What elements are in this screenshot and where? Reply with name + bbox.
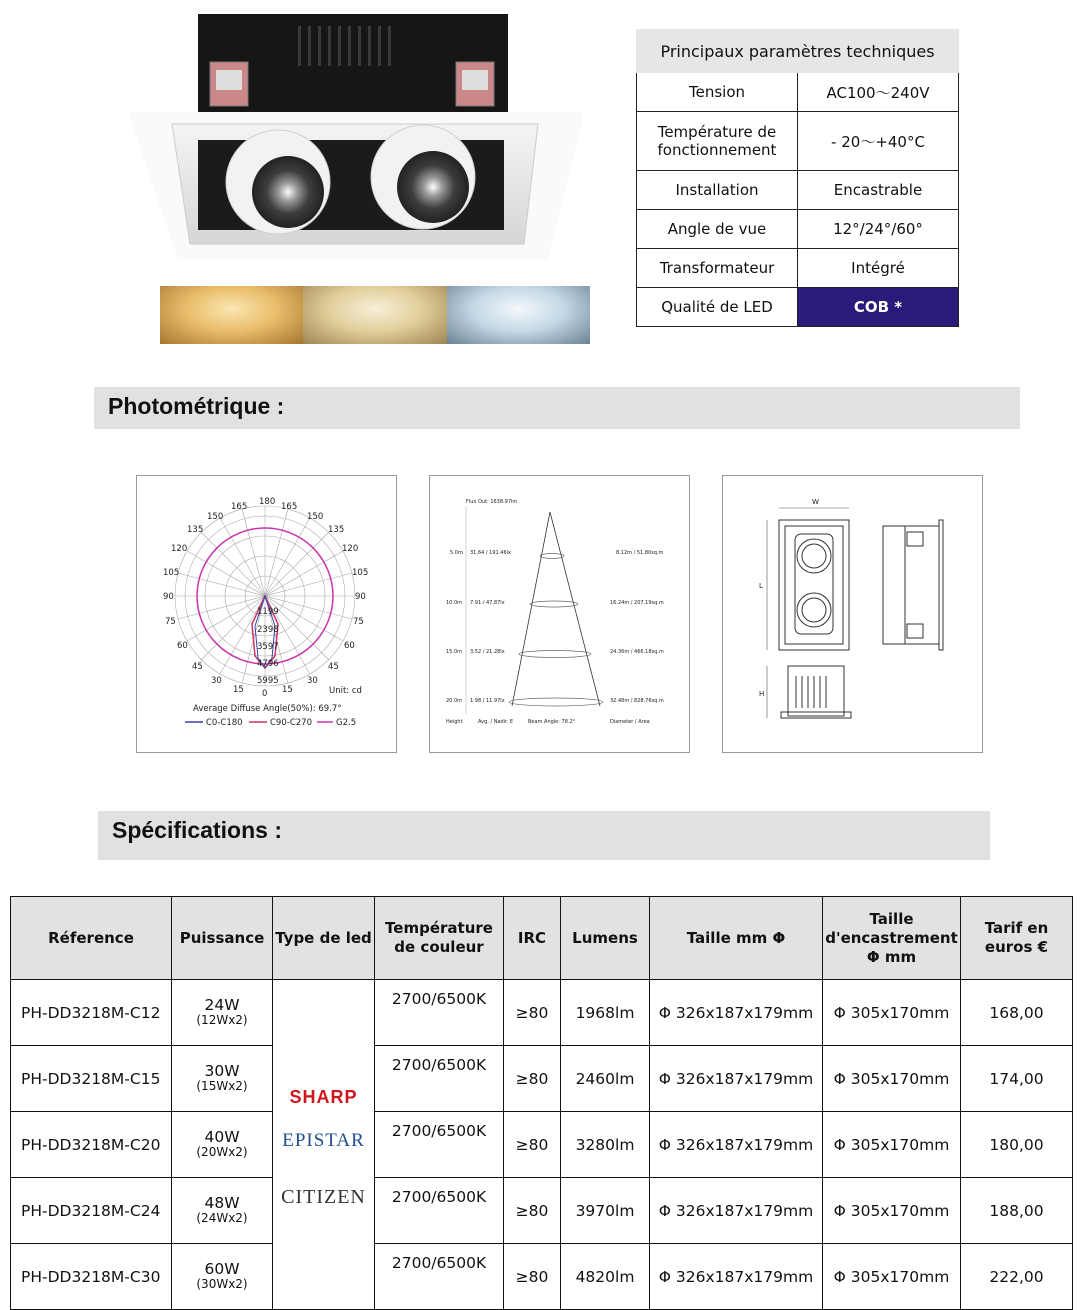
power-cell [172,1046,273,1112]
power-value: 24W [204,995,240,1014]
ref-cell: PH-DD3218M-C12 [11,980,172,1046]
cone-flux: Flux Out: 1638.97lm [466,499,518,505]
color-temp-cell: 2700/6500K [375,1244,504,1310]
color-temp-cell: 2700/6500K [375,1112,504,1178]
polar-tick: 165 [231,502,248,512]
header-cell: Type de led [273,897,375,980]
power-value: 30W [204,1061,240,1080]
dimension-drawing [723,476,982,752]
dimension-drawing-panel [722,475,983,753]
power-detail: (12Wx2) [196,1012,248,1027]
header-cell: Puissance [172,897,273,980]
polar-ring: 1199 [257,607,279,617]
cone-height: 20.0m [446,698,463,704]
polar-legend: C90-C270 [270,718,312,728]
dim-width-label: W [812,498,819,506]
price-cell: 168,00 [961,980,1073,1046]
polar-tick: 165 [281,502,298,512]
param-label: Installation [637,171,798,210]
polar-diagram-panel [136,475,397,753]
color-temperature-swatches [160,286,590,344]
cone-diam: 16.24m / 207.19sq.m [610,600,664,606]
param-value-highlight: COB * [798,288,959,327]
citizen-logo: CITIZEN [281,1185,366,1208]
illuminance-cone [430,476,689,752]
cone-diam: 24.36m / 466.18sq.m [610,649,664,655]
cutout-cell: Φ 305x170mm [823,1178,961,1244]
polar-tick: 60 [177,641,188,651]
price-cell: 174,00 [961,1046,1073,1112]
param-label: Qualité de LED [637,288,798,327]
size-cell: Φ 326x187x179mm [650,1178,823,1244]
header-cell: Température de couleur [375,897,504,980]
specifications-table [10,896,1073,1310]
polar-legend: C0-C180 [206,718,243,728]
power-cell [172,1244,273,1310]
polar-ring: 3597 [257,642,279,652]
param-value: 12°/24°/60° [798,210,959,249]
polar-tick: 45 [192,662,203,672]
product-image [128,12,584,262]
polar-ring: 2398 [257,625,279,635]
color-temp-cell: 2700/6500K [375,980,504,1046]
polar-tick: 90 [355,592,366,602]
lumens-cell: 3280lm [561,1112,650,1178]
photometric-section-bar [94,387,1020,429]
header-cell: Lumens [561,897,650,980]
lumens-cell: 2460lm [561,1046,650,1112]
power-detail: (20Wx2) [196,1144,248,1159]
ref-cell: PH-DD3218M-C20 [11,1112,172,1178]
cool-white-swatch [447,286,590,344]
technical-parameters-table [636,29,959,327]
polar-tick: 15 [233,685,244,695]
polar-tick: 150 [307,512,324,522]
power-value: 40W [204,1127,240,1146]
polar-tick: 30 [307,676,318,686]
ref-cell: PH-DD3218M-C15 [11,1046,172,1112]
polar-tick: 75 [353,617,364,627]
header-cell: Taille mm Φ [650,897,823,980]
power-cell [172,1112,273,1178]
polar-diagram [137,476,396,752]
param-label: Transformateur [637,249,798,288]
power-cell [172,980,273,1046]
power-detail: (15Wx2) [196,1078,248,1093]
header-cell: Réference [11,897,172,980]
polar-tick: 90 [163,592,174,602]
params-title: Principaux paramètres techniques [637,30,959,73]
illuminance-cone-panel [429,475,690,753]
neutral-white-swatch [303,286,446,344]
dim-height-label: H [759,690,765,698]
size-cell: Φ 326x187x179mm [650,980,823,1046]
section-title: Photométrique : [108,393,285,419]
cutout-cell: Φ 305x170mm [823,1244,961,1310]
lumens-cell: 1968lm [561,980,650,1046]
cone-lux: 1.98 / 11.97lx [470,698,505,704]
header-cell: Taille d'encastrement Φ mm [823,897,961,980]
size-cell: Φ 326x187x179mm [650,1112,823,1178]
header-cell: IRC [504,897,561,980]
color-temp-cell: 2700/6500K [375,1046,504,1112]
led-type-cell [273,980,375,1310]
irc-cell: ≥80 [504,1244,561,1310]
cone-footer: Height [446,719,463,725]
table-row [11,1046,1073,1112]
header-cell: Tarif en euros € [961,897,1073,980]
param-value: Encastrable [798,171,959,210]
polar-tick: 30 [211,676,222,686]
cone-footer: Diameter / Area [610,719,650,725]
cone-diam: 8.12m / 51.80sq.m [616,550,664,556]
polar-tick: 105 [352,568,369,578]
param-label: Tension [637,73,798,112]
price-cell: 188,00 [961,1178,1073,1244]
cone-footer: Beam Angle: 78.2° [528,719,576,725]
polar-tick: 120 [342,544,359,554]
table-row [11,1112,1073,1178]
polar-tick: 135 [328,525,345,535]
power-detail: (30Wx2) [196,1276,248,1291]
polar-tick: 60 [344,641,355,651]
section-title: Spécifications : [112,817,282,843]
polar-ring: 4796 [257,659,279,669]
cone-height: 10.0m [446,600,463,606]
polar-tick: 150 [207,512,224,522]
param-label: Température de fonctionnement [637,112,798,171]
cone-diam: 32.48m / 828.76sq.m [610,698,664,704]
power-value: 60W [204,1259,240,1278]
polar-tick: 0 [262,689,268,699]
polar-tick: 120 [171,544,188,554]
polar-tick: 75 [165,617,176,627]
polar-ring: 5995 [257,676,279,686]
table-row [11,1178,1073,1244]
irc-cell: ≥80 [504,1178,561,1244]
cone-lux: 31.64 / 191.46lx [470,550,512,556]
power-value: 48W [204,1193,240,1212]
table-row [11,980,1073,1046]
cone-lux: 7.91 / 47.87lx [470,600,505,606]
epistar-logo: EPISTAR [282,1129,365,1151]
lumens-cell: 3970lm [561,1178,650,1244]
power-detail: (24Wx2) [196,1210,248,1225]
param-value: - 20～+40°C [798,112,959,171]
ref-cell: PH-DD3218M-C30 [11,1244,172,1310]
color-temp-cell: 2700/6500K [375,1178,504,1244]
polar-unit: Unit: cd [329,686,362,696]
cutout-cell: Φ 305x170mm [823,980,961,1046]
lumens-cell: 4820lm [561,1244,650,1310]
sharp-logo: SHARP [289,1086,358,1107]
power-cell [172,1178,273,1244]
price-cell: 222,00 [961,1244,1073,1310]
polar-tick: 105 [163,568,180,578]
cutout-cell: Φ 305x170mm [823,1046,961,1112]
price-cell: 180,00 [961,1112,1073,1178]
polar-tick: 180 [259,497,276,507]
param-value: Intégré [798,249,959,288]
cone-footer: Avg. / Nadir. E [478,719,514,725]
ref-cell: PH-DD3218M-C24 [11,1178,172,1244]
polar-tick: 15 [282,685,293,695]
polar-avg: Average Diffuse Angle(50%): 69.7° [193,704,342,714]
table-row [11,1244,1073,1310]
size-cell: Φ 326x187x179mm [650,1244,823,1310]
dim-length-label: L [759,582,763,590]
polar-tick: 45 [328,662,339,672]
size-cell: Φ 326x187x179mm [650,1046,823,1112]
irc-cell: ≥80 [504,1112,561,1178]
param-label: Angle de vue [637,210,798,249]
cone-lux: 3.52 / 21.28lx [470,649,505,655]
cutout-cell: Φ 305x170mm [823,1112,961,1178]
polar-tick: 135 [187,525,204,535]
specifications-section-bar [98,811,990,860]
irc-cell: ≥80 [504,980,561,1046]
irc-cell: ≥80 [504,1046,561,1112]
polar-legend: G2.5 [336,718,357,728]
cone-height: 5.0m [450,550,463,556]
param-value: AC100～240V [798,73,959,112]
cone-height: 15.0m [446,649,463,655]
warm-white-swatch [160,286,303,344]
spec-header-row [11,897,1073,980]
